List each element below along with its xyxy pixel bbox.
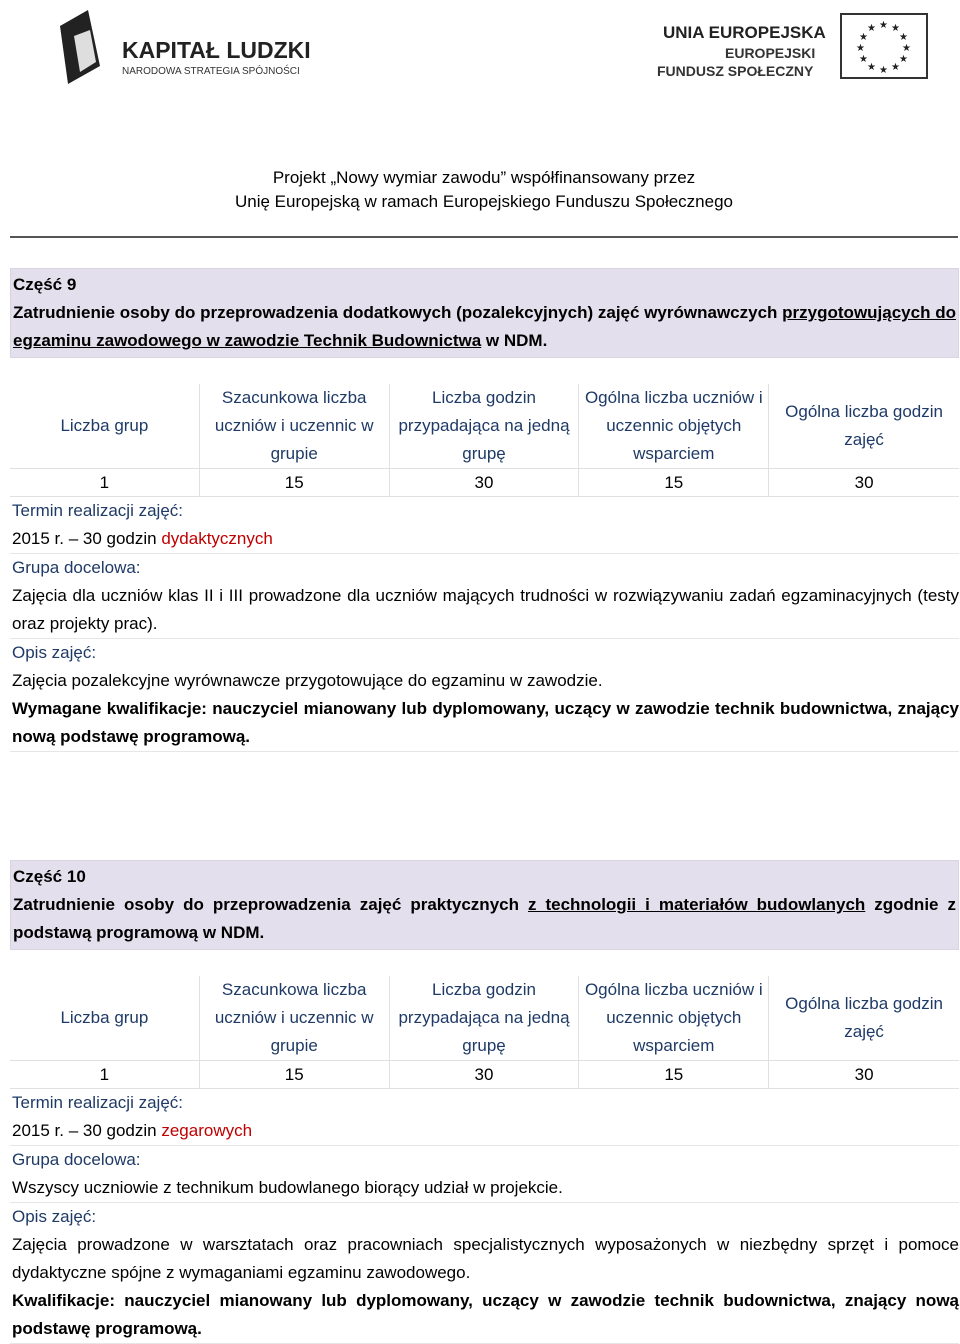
part-9-table-header <box>10 384 959 468</box>
eu-line1: UNIA EUROPEJSKA <box>663 23 826 42</box>
header-students-per-group: Szacunkowa liczba uczniów i uczennic w grupie <box>200 384 390 468</box>
project-line-1: Projekt „Nowy wymiar zawodu” współfinansowany przez <box>272 168 696 187</box>
svg-text:★: ★ <box>856 43 865 54</box>
part-10-heading: Część 10 <box>13 867 86 886</box>
part-9-title: Zatrudnienie osoby do przeprowadzenia dodatkowych (pozalekcyjnych) zajęć wyrównawczych przygotowujących do egzaminu zawodowego w zawodzie Technik Budownictwa w NDM. <box>13 303 957 350</box>
header-group-count: Liczba grup <box>10 384 200 468</box>
part-10-section <box>10 860 959 1344</box>
header-total-students: Ogólna liczba uczniów i uczennic objętych wsparciem <box>579 384 769 468</box>
part-9-heading: Część 9 <box>13 275 77 294</box>
target-group-label: Grupa docelowa: <box>12 1150 141 1169</box>
value-students-per-group: 15 <box>200 469 390 496</box>
kl-subtitle: NARODOWA STRATEGIA SPÓJNOŚCI <box>122 66 300 77</box>
part-10-description <box>10 1203 959 1344</box>
part-9-description <box>10 639 959 752</box>
term-value: 2015 r. – 30 godzin dydaktycznych <box>12 529 273 548</box>
project-description <box>0 166 960 214</box>
kapital-ludzki-logo <box>40 6 370 96</box>
value-students-per-group: 15 <box>200 1061 390 1088</box>
svg-text:★: ★ <box>859 32 868 43</box>
part-9-section <box>10 268 959 752</box>
svg-text:★: ★ <box>859 54 868 65</box>
part-10-table-values <box>10 1060 959 1089</box>
svg-text:★: ★ <box>899 32 908 43</box>
svg-text:★: ★ <box>899 54 908 65</box>
value-hours-per-group: 30 <box>390 469 580 496</box>
part-9-term <box>10 497 959 554</box>
term-value: 2015 r. – 30 godzin zegarowych <box>12 1121 253 1140</box>
page-header <box>0 0 960 140</box>
eu-line3: FUNDUSZ SPOŁECZNY <box>657 63 814 79</box>
svg-text:★: ★ <box>902 43 911 54</box>
header-hours-per-group: Liczba godzin przypadająca na jedną grupę <box>390 976 580 1060</box>
header-group-count: Liczba grup <box>10 976 200 1060</box>
part-9-target-group <box>10 554 959 639</box>
project-line-2: Unię Europejską w ramach Europejskiego Funduszu Społecznego <box>234 192 733 211</box>
value-group-count: 1 <box>10 1061 200 1088</box>
value-total-students: 15 <box>579 469 769 496</box>
target-group-label: Grupa docelowa: <box>12 558 141 577</box>
header-total-students: Ogólna liczba uczniów i uczennic objętych wsparciem <box>579 976 769 1060</box>
svg-text:★: ★ <box>891 62 900 73</box>
requirements: Wymagane kwalifikacje: nauczyciel mianowany lub dyplomowany, uczący w zawodzie technik budownictwa, znający nową podstawę programową. <box>12 699 959 746</box>
target-group-value: Zajęcia dla uczniów klas II i III prowadzone dla uczniów mających trudności w rozwiązywaniu zadań egzaminacyjnych (testy oraz projekty prac). <box>12 586 959 633</box>
header-total-hours: Ogólna liczba godzin zajęć <box>785 402 943 449</box>
part-9-heading-block <box>10 268 959 358</box>
svg-text:★: ★ <box>879 65 888 76</box>
header-students-per-group: Szacunkowa liczba uczniów i uczennic w grupie <box>200 976 390 1060</box>
description-value: Zajęcia prowadzone w warsztatach oraz pracowniach specjalistycznych wyposażonych w niezbędny sprzęt i pomoce dydaktyczne spójne z wymaganiami egzaminu zawodowego. <box>12 1235 959 1282</box>
requirements: Kwalifikacje: nauczyciel mianowany lub dyplomowany, uczący w zawodzie technik budownictwa, znający nową podstawę programową. <box>12 1291 959 1338</box>
term-label: Termin realizacji zajęć: <box>12 501 183 520</box>
value-group-count: 1 <box>10 469 200 496</box>
header-divider <box>10 236 958 238</box>
svg-text:★: ★ <box>879 20 888 31</box>
value-total-hours: 30 <box>854 1065 874 1084</box>
eu-logo <box>655 8 935 88</box>
kl-title: KAPITAŁ LUDZKI <box>122 37 311 63</box>
description-label: Opis zajęć: <box>12 643 97 662</box>
part-10-target-group <box>10 1146 959 1203</box>
part-9-table-values <box>10 468 959 497</box>
eu-line2: EUROPEJSKI <box>725 45 816 61</box>
description-label: Opis zajęć: <box>12 1207 97 1226</box>
target-group-value: Wszyscy uczniowie z technikum budowlanego biorący udział w projekcie. <box>12 1178 563 1197</box>
svg-text:★: ★ <box>867 23 876 34</box>
part-10-table-header <box>10 976 959 1060</box>
svg-text:★: ★ <box>867 62 876 73</box>
svg-text:★: ★ <box>891 23 900 34</box>
term-label: Termin realizacji zajęć: <box>12 1093 183 1112</box>
value-total-students: 15 <box>579 1061 769 1088</box>
header-hours-per-group: Liczba godzin przypadająca na jedną grupę <box>390 384 580 468</box>
part-10-title: Zatrudnienie osoby do przeprowadzenia zajęć praktycznych z technologii i materiałów budowlanych zgodnie z podstawą programową w NDM. <box>13 895 956 942</box>
value-hours-per-group: 30 <box>390 1061 580 1088</box>
description-value: Zajęcia pozalekcyjne wyrównawcze przygotowujące do egzaminu w zawodzie. <box>12 671 603 690</box>
part-10-term <box>10 1089 959 1146</box>
header-total-hours: Ogólna liczba godzin zajęć <box>785 994 943 1041</box>
part-10-heading-block <box>10 860 959 950</box>
value-total-hours: 30 <box>854 473 874 492</box>
